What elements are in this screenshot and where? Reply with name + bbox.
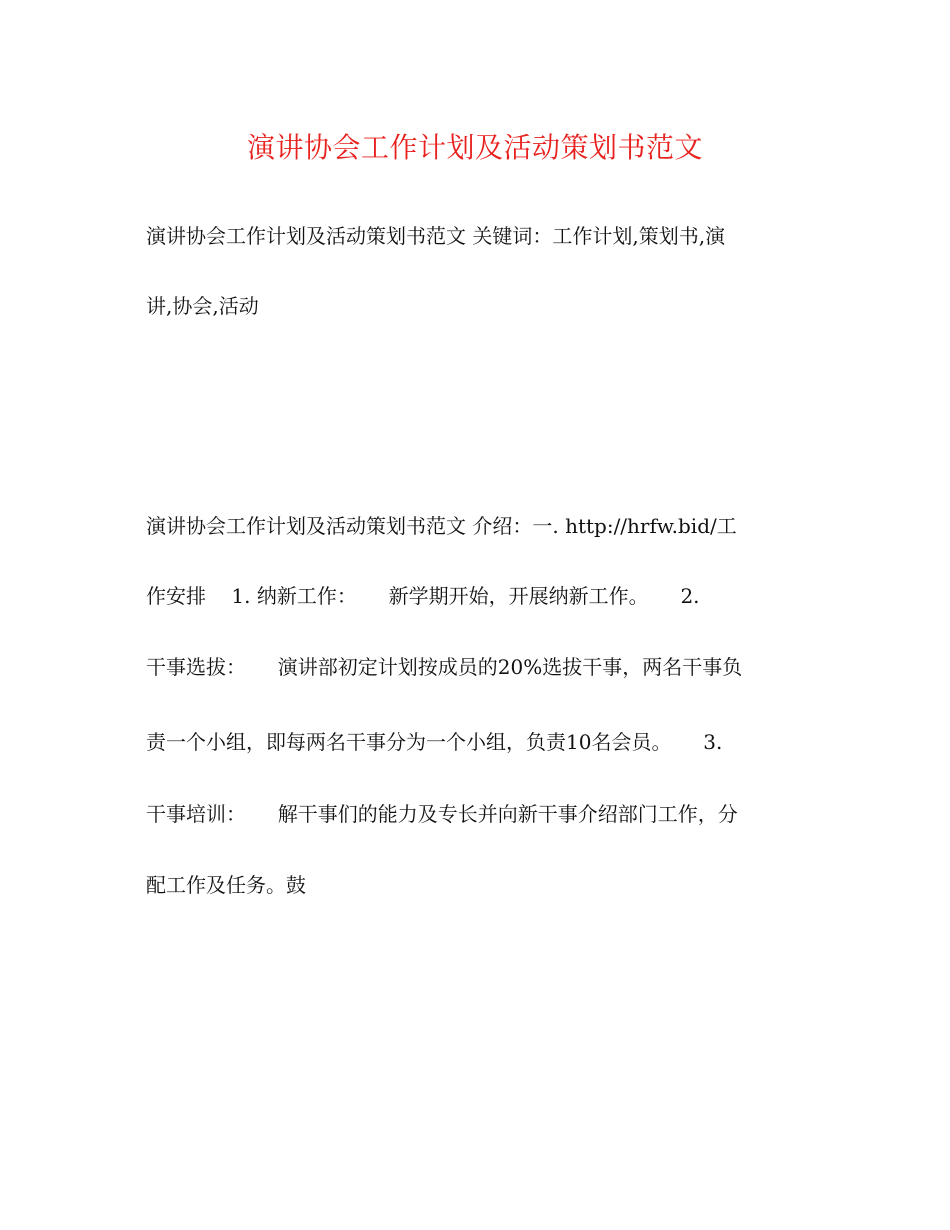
body-line-3: 干事选拔： 演讲部初定计划按成员的20%选拔干事，两名干事负 <box>146 655 743 679</box>
body-line-6: 配工作及任务。鼓 <box>146 873 306 897</box>
body-line-1: 演讲协会工作计划及活动策划书范文 介绍：一. http://hrfw.bid/工 <box>146 514 737 538</box>
body-line-4: 责一个小组，即每两名干事分为一个小组，负责10名会员。 3. <box>146 730 723 754</box>
body-line-2: 作安排 1. 纳新工作： 新学期开始，开展纳新工作。 2. <box>146 584 700 608</box>
keywords-line-2: 讲,协会,活动 <box>146 294 259 318</box>
body-line-5: 干事培训： 解干事们的能力及专长并向新干事介绍部门工作，分 <box>146 802 738 826</box>
document-title: 演讲协会工作计划及活动策划书范文 <box>246 131 703 164</box>
keywords-line-1: 演讲协会工作计划及活动策划书范文 关键词：工作计划,策划书,演 <box>146 224 726 248</box>
